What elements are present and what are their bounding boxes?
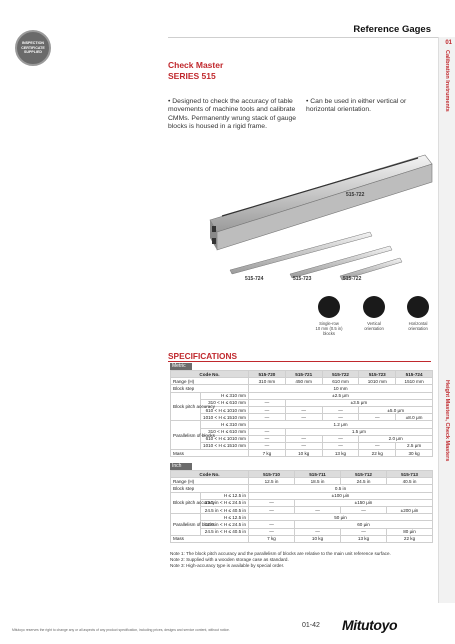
spec-note: Note 1: The block pitch accuracy and the parallelism of blocks are relative to the main unit reference surface. <box>170 551 391 556</box>
table-cell: — <box>249 499 295 506</box>
table-cell: — <box>249 414 286 421</box>
row-group-label: Parallelism of blocks <box>171 514 201 536</box>
feature-bullet: • Can be used in either vertical or horizontal orientation. <box>306 98 407 114</box>
table-cell: 610 < H ≤ 1010 mm <box>201 406 249 413</box>
horizontal-orientation-icon <box>407 296 429 318</box>
table-cell: — <box>285 414 322 421</box>
column-header: 515-713 <box>387 471 433 478</box>
inch-tag: Inch <box>170 463 192 470</box>
sidebar-section-calibration: Calibration Instruments <box>444 50 450 112</box>
table-cell: 7 kg <box>249 450 286 457</box>
table-row <box>171 435 433 442</box>
table-row <box>171 385 433 392</box>
column-header: 515-711 <box>295 471 341 478</box>
column-header: 515-724 <box>396 371 433 378</box>
table-cell: 2.5 μm <box>396 442 433 449</box>
table-row <box>171 485 433 492</box>
table-cell: — <box>249 399 286 406</box>
table-cell: 1010 < H ≤ 1510 mm <box>201 414 249 421</box>
figure-label-main: 515-722 <box>346 192 365 198</box>
spec-note: Note 3: High-accuracy type is available by special order. <box>170 563 285 568</box>
table-cell: ±100 μin <box>249 492 433 499</box>
table-row <box>171 478 433 485</box>
inspection-certificate-badge <box>15 30 51 66</box>
table-cell: — <box>322 435 359 442</box>
table-cell: 22 kg <box>387 535 433 542</box>
table-cell: 10 kg <box>285 450 322 457</box>
table-cell: 610 < H ≤ 1010 mm <box>201 435 249 442</box>
table-cell: 50 μin <box>249 514 433 521</box>
feature-bullet: • Designed to check the accuracy of table movements of machine tools and calibrate CMMs. Permanently wrung stack of gauge blocks is housed in a rigid frame. <box>168 98 297 131</box>
vertical-orientation-icon <box>363 296 385 318</box>
table-cell: — <box>359 442 396 449</box>
table-cell: 13 kg <box>322 450 359 457</box>
table-cell: 310 < H ≤ 610 mm <box>201 399 249 406</box>
table-cell: 24.5 in < H ≤ 40.5 in <box>201 528 249 535</box>
table-cell: ±8.0 μm <box>396 414 433 421</box>
table-cell: ±3.5 μm <box>285 399 432 406</box>
table-cell: 1010 < H ≤ 1510 mm <box>201 442 249 449</box>
table-cell: — <box>359 414 396 421</box>
column-header: 515-721 <box>285 371 322 378</box>
table-row <box>171 392 433 399</box>
table-cell: — <box>249 442 286 449</box>
table-cell: Block step <box>171 485 249 492</box>
spec-notes <box>170 551 391 569</box>
orientation-caption: Single-row 10 mm (0.5 in) blocks <box>315 321 343 336</box>
table-cell: — <box>249 406 286 413</box>
table-cell: — <box>285 442 322 449</box>
badge-line: CERTIFICATE <box>21 45 45 50</box>
orientation-caption: Horizontal orientation <box>408 321 428 331</box>
table-cell: — <box>341 528 387 535</box>
table-cell: 22 kg <box>359 450 396 457</box>
table-cell: 7 kg <box>249 535 295 542</box>
table-cell: 1.5 μm <box>285 428 432 435</box>
figure-label-515-724: 515-724 <box>245 276 264 282</box>
table-cell: Block step <box>171 385 249 392</box>
table-cell: ±5.0 μm <box>359 406 433 413</box>
table-cell: 10 kg <box>295 535 341 542</box>
table-cell: Range (H) <box>171 478 249 485</box>
table-cell: Mass <box>171 450 249 457</box>
inch-spec-table <box>170 470 433 543</box>
single-row-icon <box>318 296 340 318</box>
orientation-single-row <box>309 296 349 336</box>
table-row <box>171 521 433 528</box>
figure-label-515-723: 515-723 <box>293 276 312 282</box>
table-row <box>171 506 433 513</box>
table-cell: — <box>249 435 286 442</box>
check-master-illustration <box>200 150 440 290</box>
badge-line: INSPECTION <box>22 41 44 46</box>
table-cell: — <box>249 528 295 535</box>
column-header: Code No. <box>171 471 249 478</box>
table-cell: 12.5 in <box>249 478 295 485</box>
table-cell: ±200 μin <box>387 506 433 513</box>
orientation-caption: Vertical orientation <box>364 321 384 331</box>
table-cell: 30 kg <box>396 450 433 457</box>
page-header-title: Reference Gages <box>353 24 431 35</box>
table-cell: 18.5 in <box>295 478 341 485</box>
feature-bullets <box>168 98 436 132</box>
specifications-rule <box>168 361 431 362</box>
row-group-label: Block pitch accuracy <box>171 392 201 421</box>
sidebar-section-height-masters: Height Masters, Check Masters <box>444 380 450 462</box>
table-cell: — <box>249 506 295 513</box>
orientation-horizontal <box>398 296 438 331</box>
table-row <box>171 442 433 449</box>
table-cell: — <box>285 406 322 413</box>
row-group-label: Block pitch accuracy <box>171 492 201 514</box>
table-row <box>171 450 433 457</box>
section-sidebar <box>438 37 455 603</box>
table-cell: 0.5 in <box>249 485 433 492</box>
table-cell: 12.5 in < H ≤ 24.5 in <box>201 499 249 506</box>
table-cell: 24.5 in <box>341 478 387 485</box>
table-cell: 80 μin <box>387 528 433 535</box>
table-cell: 1010 mm <box>359 378 396 385</box>
table-row <box>171 528 433 535</box>
table-cell: — <box>295 506 341 513</box>
table-cell: — <box>322 406 359 413</box>
product-title-line2: SERIES 515 <box>168 70 216 81</box>
table-row <box>171 421 433 428</box>
table-row <box>171 414 433 421</box>
spec-note: Note 2: Supplied with a wooden storage case as standard. <box>170 557 289 562</box>
mitutoyo-logo: Mitutoyo <box>342 617 398 633</box>
table-row <box>171 514 433 521</box>
table-cell: ±2.5 μm <box>249 392 433 399</box>
table-cell: — <box>341 506 387 513</box>
table-cell: ±150 μin <box>295 499 433 506</box>
footer-disclaimer: Mitutoyo reserves the right to change any or all aspects of any product specification, including prices, designs and service content, without notice. <box>12 628 230 632</box>
table-cell: H ≤ 310 mm <box>201 421 249 428</box>
column-header: Code No. <box>171 371 249 378</box>
column-header: 515-712 <box>341 471 387 478</box>
table-cell: 10 mm <box>249 385 433 392</box>
table-cell: 40.5 in <box>387 478 433 485</box>
row-group-label: Parallelism of blocks <box>171 421 201 450</box>
figure-label-515-722: 515-722 <box>343 276 362 282</box>
table-cell: Mass <box>171 535 249 542</box>
table-cell: 12.5 in < H ≤ 24.5 in <box>201 521 249 528</box>
table-cell: — <box>285 435 322 442</box>
table-cell: — <box>249 521 295 528</box>
badge-line: SUPPLIED <box>24 50 42 55</box>
column-header: 515-723 <box>359 371 396 378</box>
table-row <box>171 371 433 378</box>
product-title-line1: Check Master <box>168 60 224 70</box>
sidebar-page-tab: 01 <box>445 40 452 46</box>
column-header: 515-710 <box>249 471 295 478</box>
table-cell: — <box>322 442 359 449</box>
column-header: 515-720 <box>249 371 286 378</box>
page-number: 01-42 <box>302 622 320 629</box>
table-cell: 2.0 μm <box>359 435 433 442</box>
specifications-heading: SPECIFICATIONS <box>168 351 237 361</box>
product-title <box>168 60 223 81</box>
table-cell: 310 < H ≤ 610 mm <box>201 428 249 435</box>
table-row <box>171 471 433 478</box>
table-row <box>171 535 433 542</box>
header-rule <box>168 37 455 38</box>
table-cell: 610 mm <box>322 378 359 385</box>
table-row <box>171 499 433 506</box>
metric-spec-table <box>170 370 433 457</box>
table-cell: — <box>322 414 359 421</box>
table-cell: H ≤ 12.5 in <box>201 514 249 521</box>
table-row <box>171 492 433 499</box>
metric-tag: Metric <box>170 363 192 370</box>
table-row <box>171 406 433 413</box>
table-cell: 310 mm <box>249 378 286 385</box>
table-cell: 1.2 μm <box>249 421 433 428</box>
table-cell: H ≤ 12.5 in <box>201 492 249 499</box>
column-header: 515-722 <box>322 371 359 378</box>
table-row <box>171 378 433 385</box>
table-cell: 24.5 in < H ≤ 40.5 in <box>201 506 249 513</box>
orientation-vertical <box>354 296 394 331</box>
table-cell: — <box>295 528 341 535</box>
table-cell: — <box>249 428 286 435</box>
table-cell: 60 μin <box>295 521 433 528</box>
table-cell: H ≤ 310 mm <box>201 392 249 399</box>
table-cell: 1510 mm <box>396 378 433 385</box>
product-figure <box>200 150 440 290</box>
table-cell: Range (H) <box>171 378 249 385</box>
table-cell: 13 kg <box>341 535 387 542</box>
table-cell: 450 mm <box>285 378 322 385</box>
